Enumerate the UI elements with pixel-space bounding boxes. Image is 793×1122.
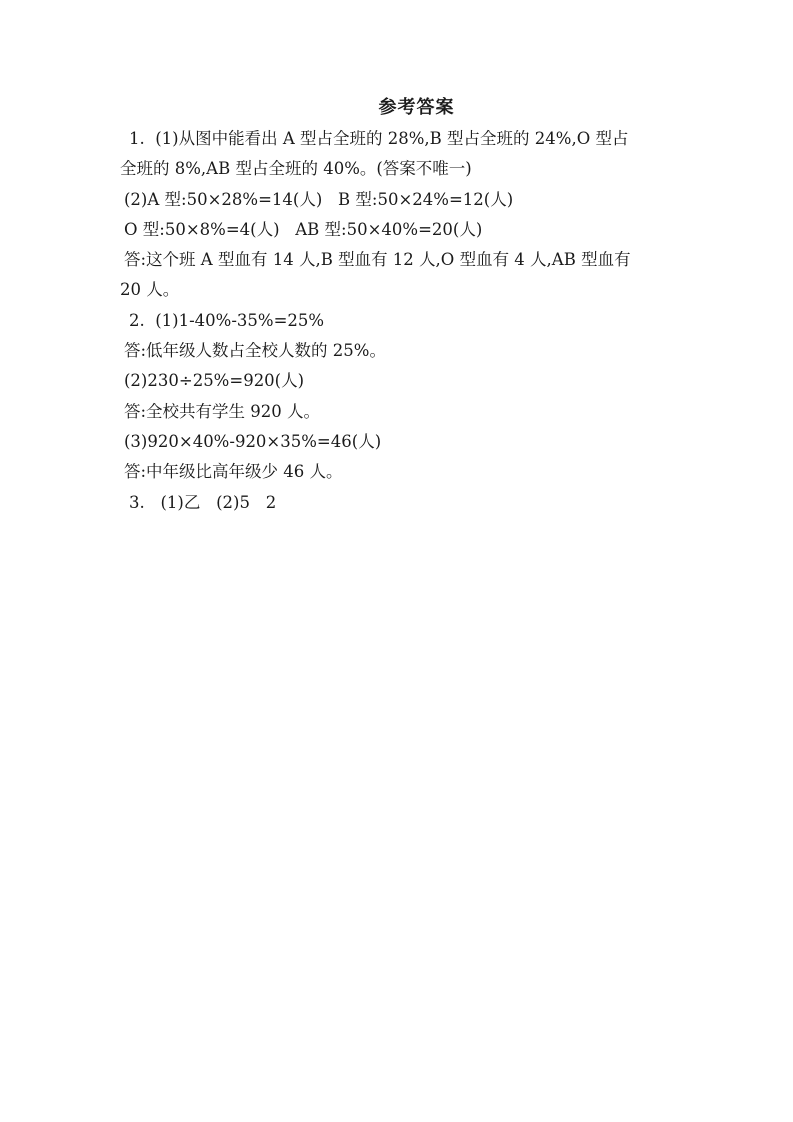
answer-2-part-1-conclusion: 答:低年级人数占全校人数的 25%。 [124, 341, 386, 361]
answer-2-part-3: (3)920×40%-920×35%=46(人) [124, 431, 382, 451]
answer-2-part-2: (2)230÷25%=920(人) [124, 371, 305, 391]
answer-2-part-3-conclusion: 答:中年级比高年级少 46 人。 [124, 462, 343, 482]
answer-2-part-2-conclusion: 答:全校共有学生 920 人。 [124, 401, 321, 421]
answer-2-part-1: 2. (1)1-40%-35%=25% [129, 310, 325, 330]
answer-3: 3. (1)乙 (2)5 2 [129, 492, 277, 512]
answer-1-part-2-ab: (2)A 型:50×28%=14(人) B 型:50×24%=12(人) [124, 189, 514, 209]
answer-1-conclusion-line-2: 20 人。 [120, 280, 180, 300]
answer-body [120, 124, 680, 518]
answer-1-part-2-oab: O 型:50×8%=4(人) AB 型:50×40%=20(人) [124, 219, 483, 239]
answer-1-conclusion-line-1: 答:这个班 A 型血有 14 人,B 型血有 12 人,O 型血有 4 人,AB 型血有 [124, 250, 631, 270]
document-title: 参考答案 [378, 97, 455, 118]
answer-1-line-2: 全班的 8%,AB 型占全班的 40%。(答案不唯一) [120, 159, 472, 179]
answer-1-line-1: 1. (1)从图中能看出 A 型占全班的 28%,B 型占全班的 24%,O 型占 [129, 129, 629, 148]
